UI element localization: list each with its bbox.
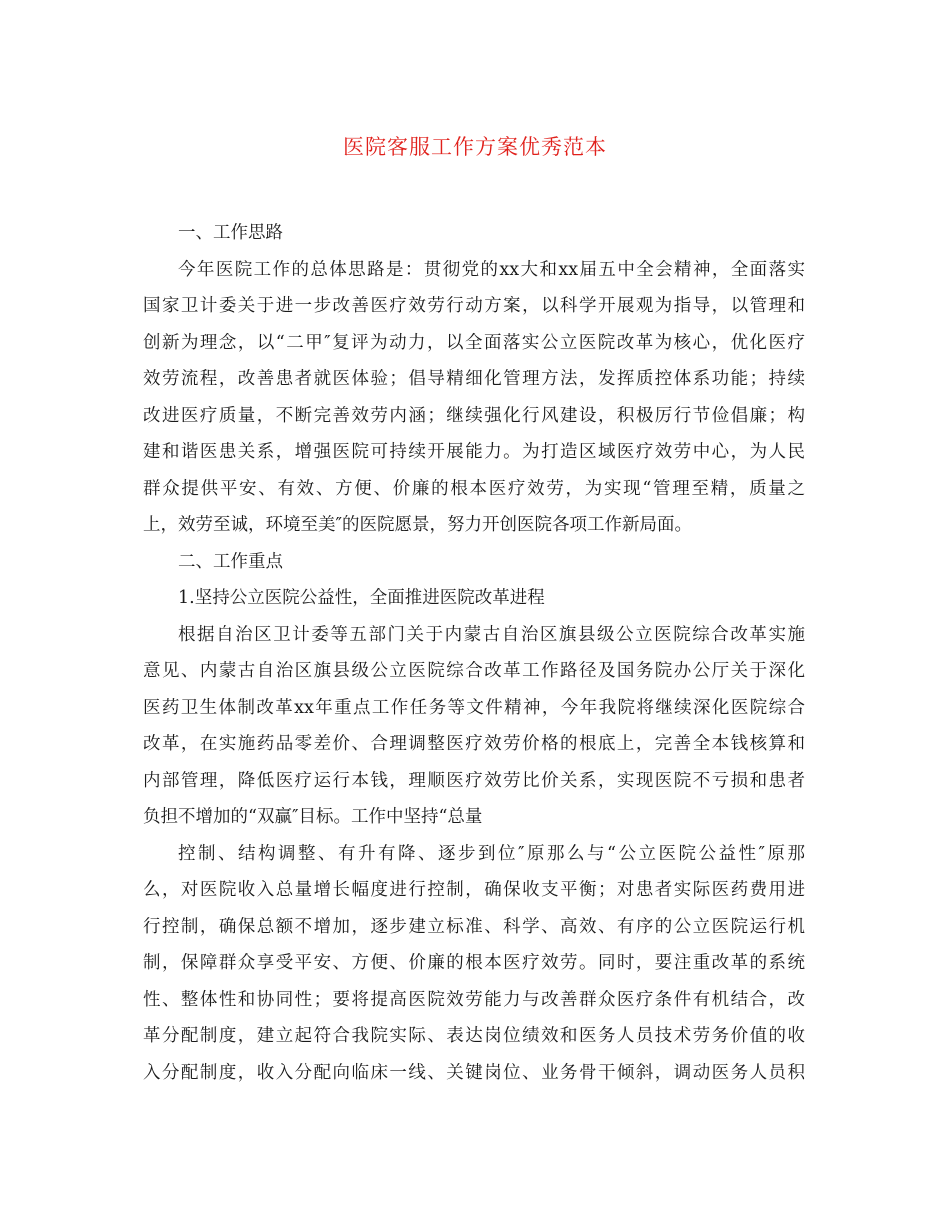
text-line: 建和谐医患关系，增强医院可持续开展能力。为打造区域医疗效劳中心，为人民: [143, 442, 805, 462]
text-line: 二、工作重点: [178, 551, 283, 572]
text-line: 性、整体性和协同性；要将提高医院效劳能力与改善群众医疗条件有机结合，改: [143, 989, 805, 1010]
text-line: 革分配制度，建立起符合我院实际、表达岗位绩效和医务人员技术劳务价值的收: [143, 1026, 805, 1046]
text-line: 意见、内蒙古自治区旗县级公立医院综合改革工作路径及国务院办公厅关于深化: [143, 661, 805, 681]
text-line: 控制、结构调整、有升有降、逐步到位″原那么与“公立医院公益性″原那: [178, 843, 805, 864]
text-line: 创新为理念，以“二甲″复评为动力，以全面落实公立医院改革为核心，优化医疗: [143, 332, 805, 353]
text-line: 根据自治区卫计委等五部门关于内蒙古自治区旗县级公立医院综合改革实施: [178, 624, 805, 645]
text-line: 1.坚持公立医院公益性，全面推进医院改革进程: [178, 588, 545, 608]
text-line: 效劳流程，改善患者就医体验；倡导精细化管理方法，发挥质控体系功能；持续: [143, 369, 805, 389]
text-line: 医药卫生体制改革xx年重点工作任务等文件精神，今年我院将继续深化医院综合: [143, 697, 805, 718]
document-body: [143, 215, 805, 1091]
text-line: 制，保障群众享受平安、方便、价廉的根本医疗效劳。同时，要注重改革的系统: [143, 953, 805, 973]
text-line: 改进医疗质量，不断完善效劳内涵；继续强化行风建设，积极厉行节俭倡廉；构: [143, 405, 805, 426]
text-line: 今年医院工作的总体思路是：贯彻党的xx大和xx届五中全会精神，全面落实: [178, 259, 805, 280]
text-line: 么，对医院收入总量增长幅度进行控制，确保收支平衡；对患者实际医药费用进: [143, 880, 805, 900]
text-line: 行控制，确保总额不增加，逐步建立标准、科学、高效、有序的公立医院运行机: [143, 916, 805, 937]
text-line: 改革，在实施药品零差价、合理调整医疗效劳价格的根底上，完善全本钱核算和: [143, 734, 805, 754]
text-line: 上，效劳至诚，环境至美″的医院愿景，努力开创医院各项工作新局面。: [143, 515, 693, 535]
text-line: 国家卫计委关于进一步改善医疗效劳行动方案，以科学开展观为指导，以管理和: [143, 296, 805, 316]
text-line: 群众提供平安、有效、方便、价廉的根本医疗效劳，为实现“管理至精，质量之: [143, 478, 805, 499]
text-line: 入分配制度，收入分配向临床一线、关键岗位、业务骨干倾斜，调动医务人员积: [143, 1062, 805, 1083]
text-line: 一、工作思路: [178, 223, 283, 243]
text-line: 负担不增加的“双赢″目标。工作中坚持“总量: [143, 807, 483, 827]
text-line: 内部管理，降低医疗运行本钱，理顺医疗效劳比价关系，实现医院不亏损和患者: [143, 770, 805, 791]
document-title: 医院客服工作方案优秀范本: [343, 135, 607, 159]
